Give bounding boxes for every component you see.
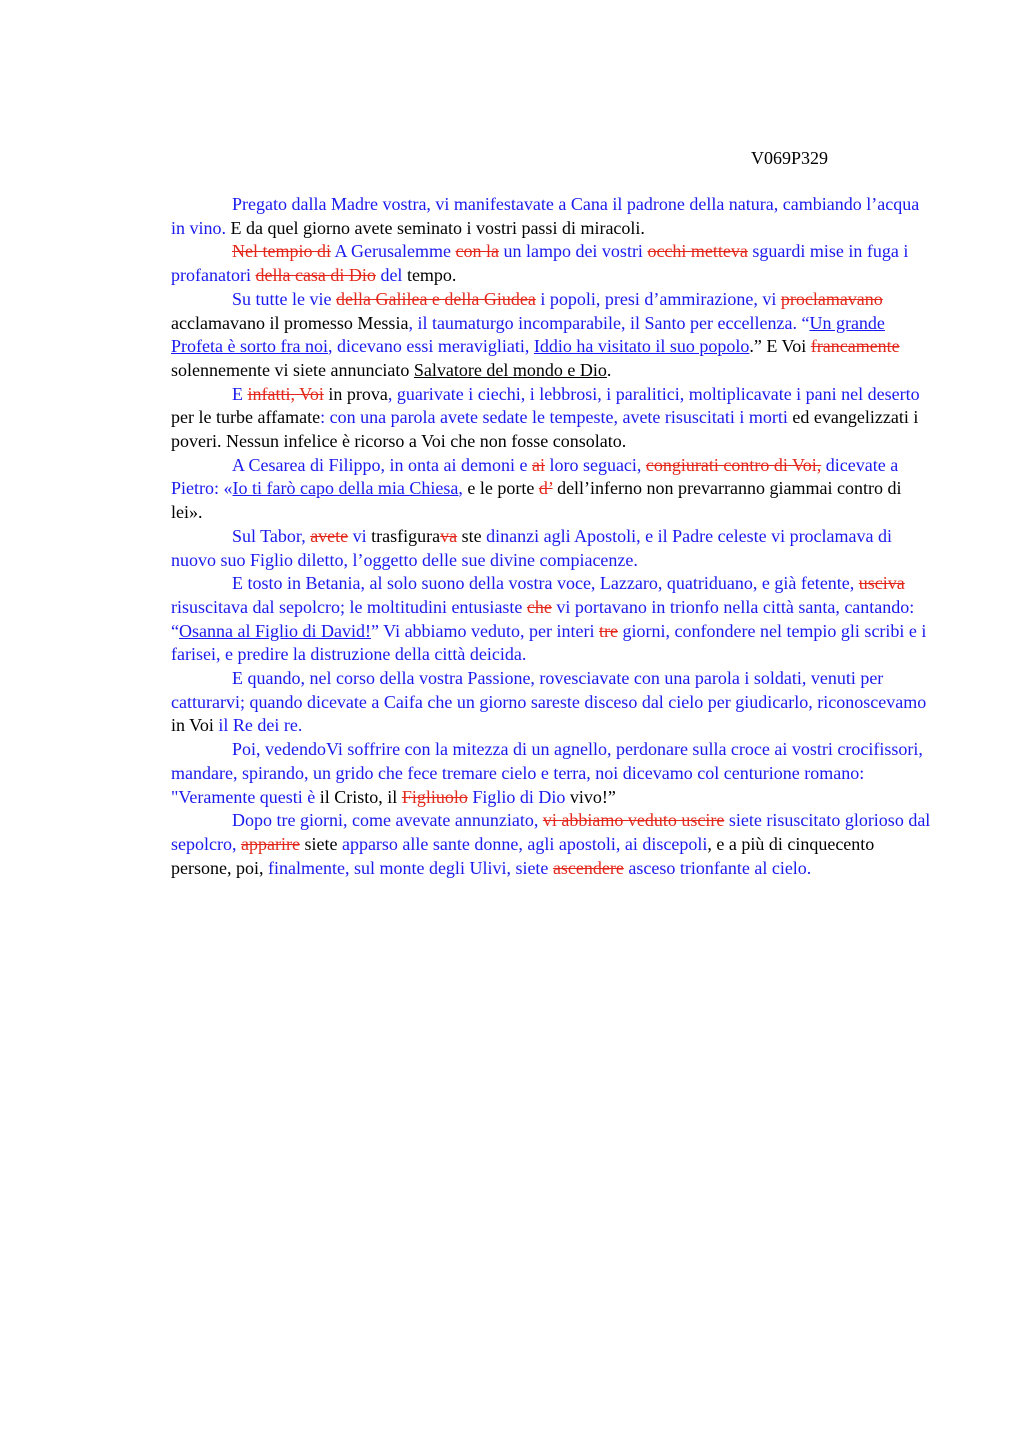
text-segment: E quando, nel corso della vostra Passione, rovesciavate con una parola i soldati, venuti per catturarvi; quando dicevate a Caifa che un giorno sareste disceso dal cielo per giudicarlo, riconoscevamo xyxy=(171,668,927,712)
underlined-text: Io ti farò capo della mia Chiesa xyxy=(232,478,459,499)
struck-text: d’ xyxy=(538,478,553,499)
text-segment: Figlio di Dio xyxy=(467,786,566,807)
text-segment: in Voi xyxy=(171,715,219,736)
struck-text: apparire xyxy=(240,833,300,854)
text-segment: . xyxy=(606,359,612,380)
struck-text: occhi metteva xyxy=(647,241,748,262)
struck-text: ascendere xyxy=(552,857,624,878)
paragraph xyxy=(171,288,931,383)
text-segment: siete risuscitato glorioso dal sepolcro, xyxy=(171,810,931,854)
text-segment: il Re dei re. xyxy=(218,715,303,736)
text-segment: E tosto in Betania, al solo suono della vostra voce, Lazzaro, quatriduano, e già fetente, xyxy=(232,573,859,594)
text-segment: asceso trionfante al cielo. xyxy=(623,857,812,878)
underlined-text: Salvatore del mondo e Dio xyxy=(413,359,607,380)
text-segment: vivo!” xyxy=(565,786,616,807)
paragraph xyxy=(171,525,931,572)
text-segment: , guarivate i ciechi, i lebbrosi, i paralitici, moltiplicavate i pani nel deserto xyxy=(387,383,920,404)
text-segment: A Cesarea di Filippo, in onta ai demoni e xyxy=(232,454,532,475)
struck-text: che xyxy=(526,596,552,617)
struck-text: proclamavano xyxy=(780,288,883,309)
text-segment: per le turbe affamate xyxy=(171,407,321,428)
struck-text: usciva xyxy=(858,573,905,594)
struck-text: ai xyxy=(531,454,545,475)
text-segment: .” E Voi xyxy=(749,336,811,357)
paragraph xyxy=(171,738,931,809)
struck-text: Figliuolo xyxy=(401,786,468,807)
text-segment: un lampo dei vostri xyxy=(498,241,648,262)
struck-text: della Galilea e della Giudea xyxy=(335,288,536,309)
text-segment: giorni, confondere nel tempio gli scribi e i farisei, e predire la distruzione della città deicida. xyxy=(171,620,927,665)
text-segment: i popoli, presi d’ammirazione, vi xyxy=(535,288,781,309)
text-segment: solennemente vi siete annunciato xyxy=(171,359,414,380)
text-segment: , il taumaturgo incomparabile, il Santo per eccellenza. “ xyxy=(408,312,810,333)
struck-text: con la xyxy=(455,241,499,262)
text-segment: dicevate a Pietro: « xyxy=(171,454,899,499)
struck-text: tre xyxy=(599,620,618,641)
text-segment: dinanzi agli Apostoli, e il Padre celeste vi proclamava di nuovo suo Figlio diletto, l’oggetto delle sue divine compiacenze. xyxy=(171,525,893,570)
text-segment: il Cristo, il xyxy=(315,786,402,807)
text-segment: in prova xyxy=(323,383,388,404)
struck-text: va xyxy=(440,525,458,546)
text-segment: Su tutte le vie xyxy=(232,288,336,309)
text-segment: risuscitava dal sepolcro; le moltitudini entusiaste xyxy=(171,596,527,617)
text-segment: apparso alle sante donne, agli apostoli, ai discepoli xyxy=(337,833,708,854)
paragraph xyxy=(171,383,931,454)
paragraph xyxy=(171,667,931,738)
text-segment: E da quel giorno avete seminato i vostri passi di miracoli. xyxy=(226,217,645,238)
text-segment: sguardi mise in fuga i profanatori xyxy=(171,241,909,286)
text-segment: vi xyxy=(348,525,367,546)
text-segment: : con una parola avete sedate le tempeste, avete risuscitati i morti xyxy=(320,407,788,428)
text-segment: del xyxy=(375,265,403,286)
text-segment: ed evangelizzati i poveri. Nessun infelice è ricorso a Voi che non fosse consolato. xyxy=(171,407,919,452)
text-segment: finalmente, sul monte degli Ulivi, siete xyxy=(267,857,553,878)
text-segment: ” Vi abbiamo veduto, per interi xyxy=(370,620,600,641)
text-segment: Pregato dalla Madre vostra, vi manifestavate a Cana il padrone della natura, cambiando l’acqua in vino. xyxy=(171,194,920,238)
underlined-text: Iddio ha visitato il suo popolo xyxy=(533,336,750,357)
text-segment: acclamavano il promesso Messia xyxy=(171,312,409,333)
text-segment: Sul Tabor, xyxy=(232,525,311,546)
text-segment: e le porte xyxy=(462,478,539,499)
struck-text: avete xyxy=(310,525,349,546)
paragraph xyxy=(171,193,931,240)
text-segment: ste xyxy=(457,525,482,546)
document-body xyxy=(171,193,931,880)
text-segment: A Gerusalemme xyxy=(330,241,456,262)
page-code: V069P329 xyxy=(751,148,829,168)
text-segment: Poi, vedendoVi soffrire con la mitezza di un agnello, perdonare sulla croce ai vostri crocifissori, mandare, spirando, un grido che fece tremare cielo e terra, noi dicevamo col centurione romano: "Veramente questi è xyxy=(171,739,923,807)
struck-text: vi abbiamo veduto uscire xyxy=(542,810,725,831)
struck-text: della casa di Dio xyxy=(255,265,376,286)
underlined-text: Un grande Profeta è sorto fra noi xyxy=(171,312,885,357)
struck-text: francamente xyxy=(810,336,900,357)
text-segment: siete xyxy=(299,833,338,854)
paragraph xyxy=(171,572,931,667)
text-segment: vi portavano in trionfo nella città santa, cantando: “ xyxy=(171,596,915,641)
text-segment: , dicevano essi meravigliati, xyxy=(327,336,534,357)
paragraph xyxy=(171,454,931,525)
text-segment: loro seguaci, xyxy=(544,454,646,475)
paragraph xyxy=(171,809,931,880)
struck-text: congiurati contro di Voi, xyxy=(645,454,822,475)
underlined-text: Osanna al Figlio di David! xyxy=(179,620,371,641)
text-segment: dell’inferno non prevarranno giammai contro di lei». xyxy=(171,478,902,523)
text-segment: , e a più di cinquecento persone, poi, xyxy=(171,833,875,878)
text-segment: E xyxy=(232,383,248,404)
struck-text: Nel tempio di xyxy=(232,241,331,262)
text-segment: Dopo tre giorni, come avevate annunziato, xyxy=(232,810,543,831)
paragraph xyxy=(171,240,931,287)
text-segment: tempo. xyxy=(402,265,457,286)
text-segment: , xyxy=(458,478,463,499)
text-segment: trasfigura xyxy=(366,525,441,546)
struck-text: infatti, Voi xyxy=(247,383,324,404)
